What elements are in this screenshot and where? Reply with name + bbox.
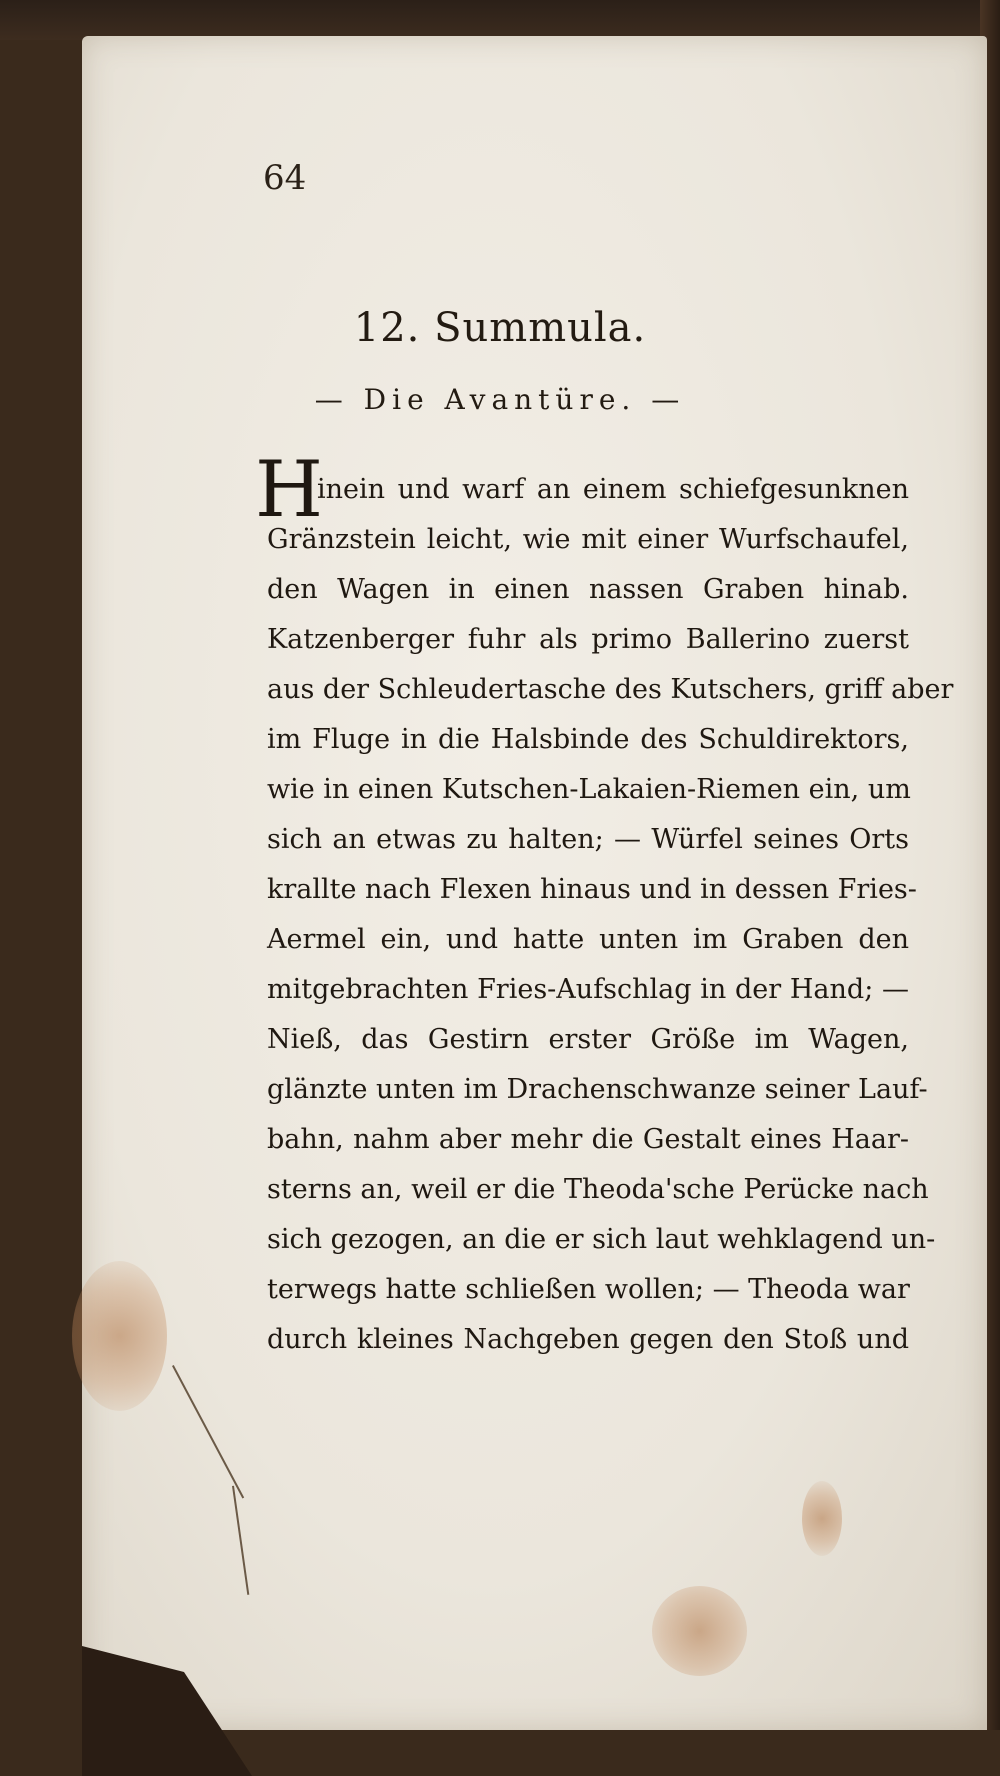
torn-corner — [82, 1646, 252, 1776]
text-line: terwegs hatte schließen wollen; — Theoda war — [267, 1274, 910, 1305]
text-line-content: inein und warf an einem schiefgesunknen — [317, 474, 909, 505]
text-line: sich an etwas zu halten; — Würfel seines Orts — [267, 824, 909, 855]
page-number: 64 — [263, 158, 307, 198]
text-line: bahn, nahm aber mehr die Gestalt eines Haar- — [267, 1124, 909, 1155]
text-line: den Wagen in einen nassen Graben hinab. — [267, 574, 909, 605]
page-tear — [232, 1486, 249, 1595]
water-stain — [802, 1481, 842, 1556]
text-line: mitgebrachten Fries-Aufschlag in der Hand; — — [267, 974, 909, 1005]
page-tear — [172, 1365, 244, 1498]
text-line: glänzte unten im Drachenschwanze seiner Lauf- — [267, 1074, 928, 1105]
scan-background-top — [0, 0, 1000, 40]
text-line — [255, 445, 909, 535]
text-line: Nieß, das Gestirn erster Größe im Wagen, — [267, 1024, 909, 1055]
text-line: im Fluge in die Halsbinde des Schuldirektors, — [267, 724, 909, 755]
text-line: Gränzstein leicht, wie mit einer Wurfschaufel, — [267, 524, 909, 555]
chapter-title: 12. Summula. — [353, 305, 647, 351]
text-line: sich gezogen, an die er sich laut wehklagend un- — [267, 1224, 936, 1255]
water-stain — [652, 1586, 747, 1676]
text-line: wie in einen Kutschen-Lakaien-Riemen ein, um — [267, 774, 911, 805]
body-text — [255, 445, 954, 1365]
text-line: krallte nach Flexen hinaus und in dessen Fries- — [267, 874, 917, 905]
text-line: durch kleines Nachgeben gegen den Stoß und — [267, 1324, 909, 1355]
text-line: Katzenberger fuhr als primo Ballerino zuerst — [267, 624, 909, 655]
text-line: Aermel ein, und hatte unten im Graben den — [267, 924, 909, 955]
chapter-subtitle: — Die Avantüre. — — [314, 383, 686, 416]
text-line: aus der Schleudertasche des Kutschers, griff aber — [267, 674, 954, 705]
text-line: sterns an, weil er die Theoda'sche Perücke nach — [267, 1174, 929, 1205]
drop-cap: H — [255, 445, 324, 535]
water-stain — [72, 1261, 167, 1411]
